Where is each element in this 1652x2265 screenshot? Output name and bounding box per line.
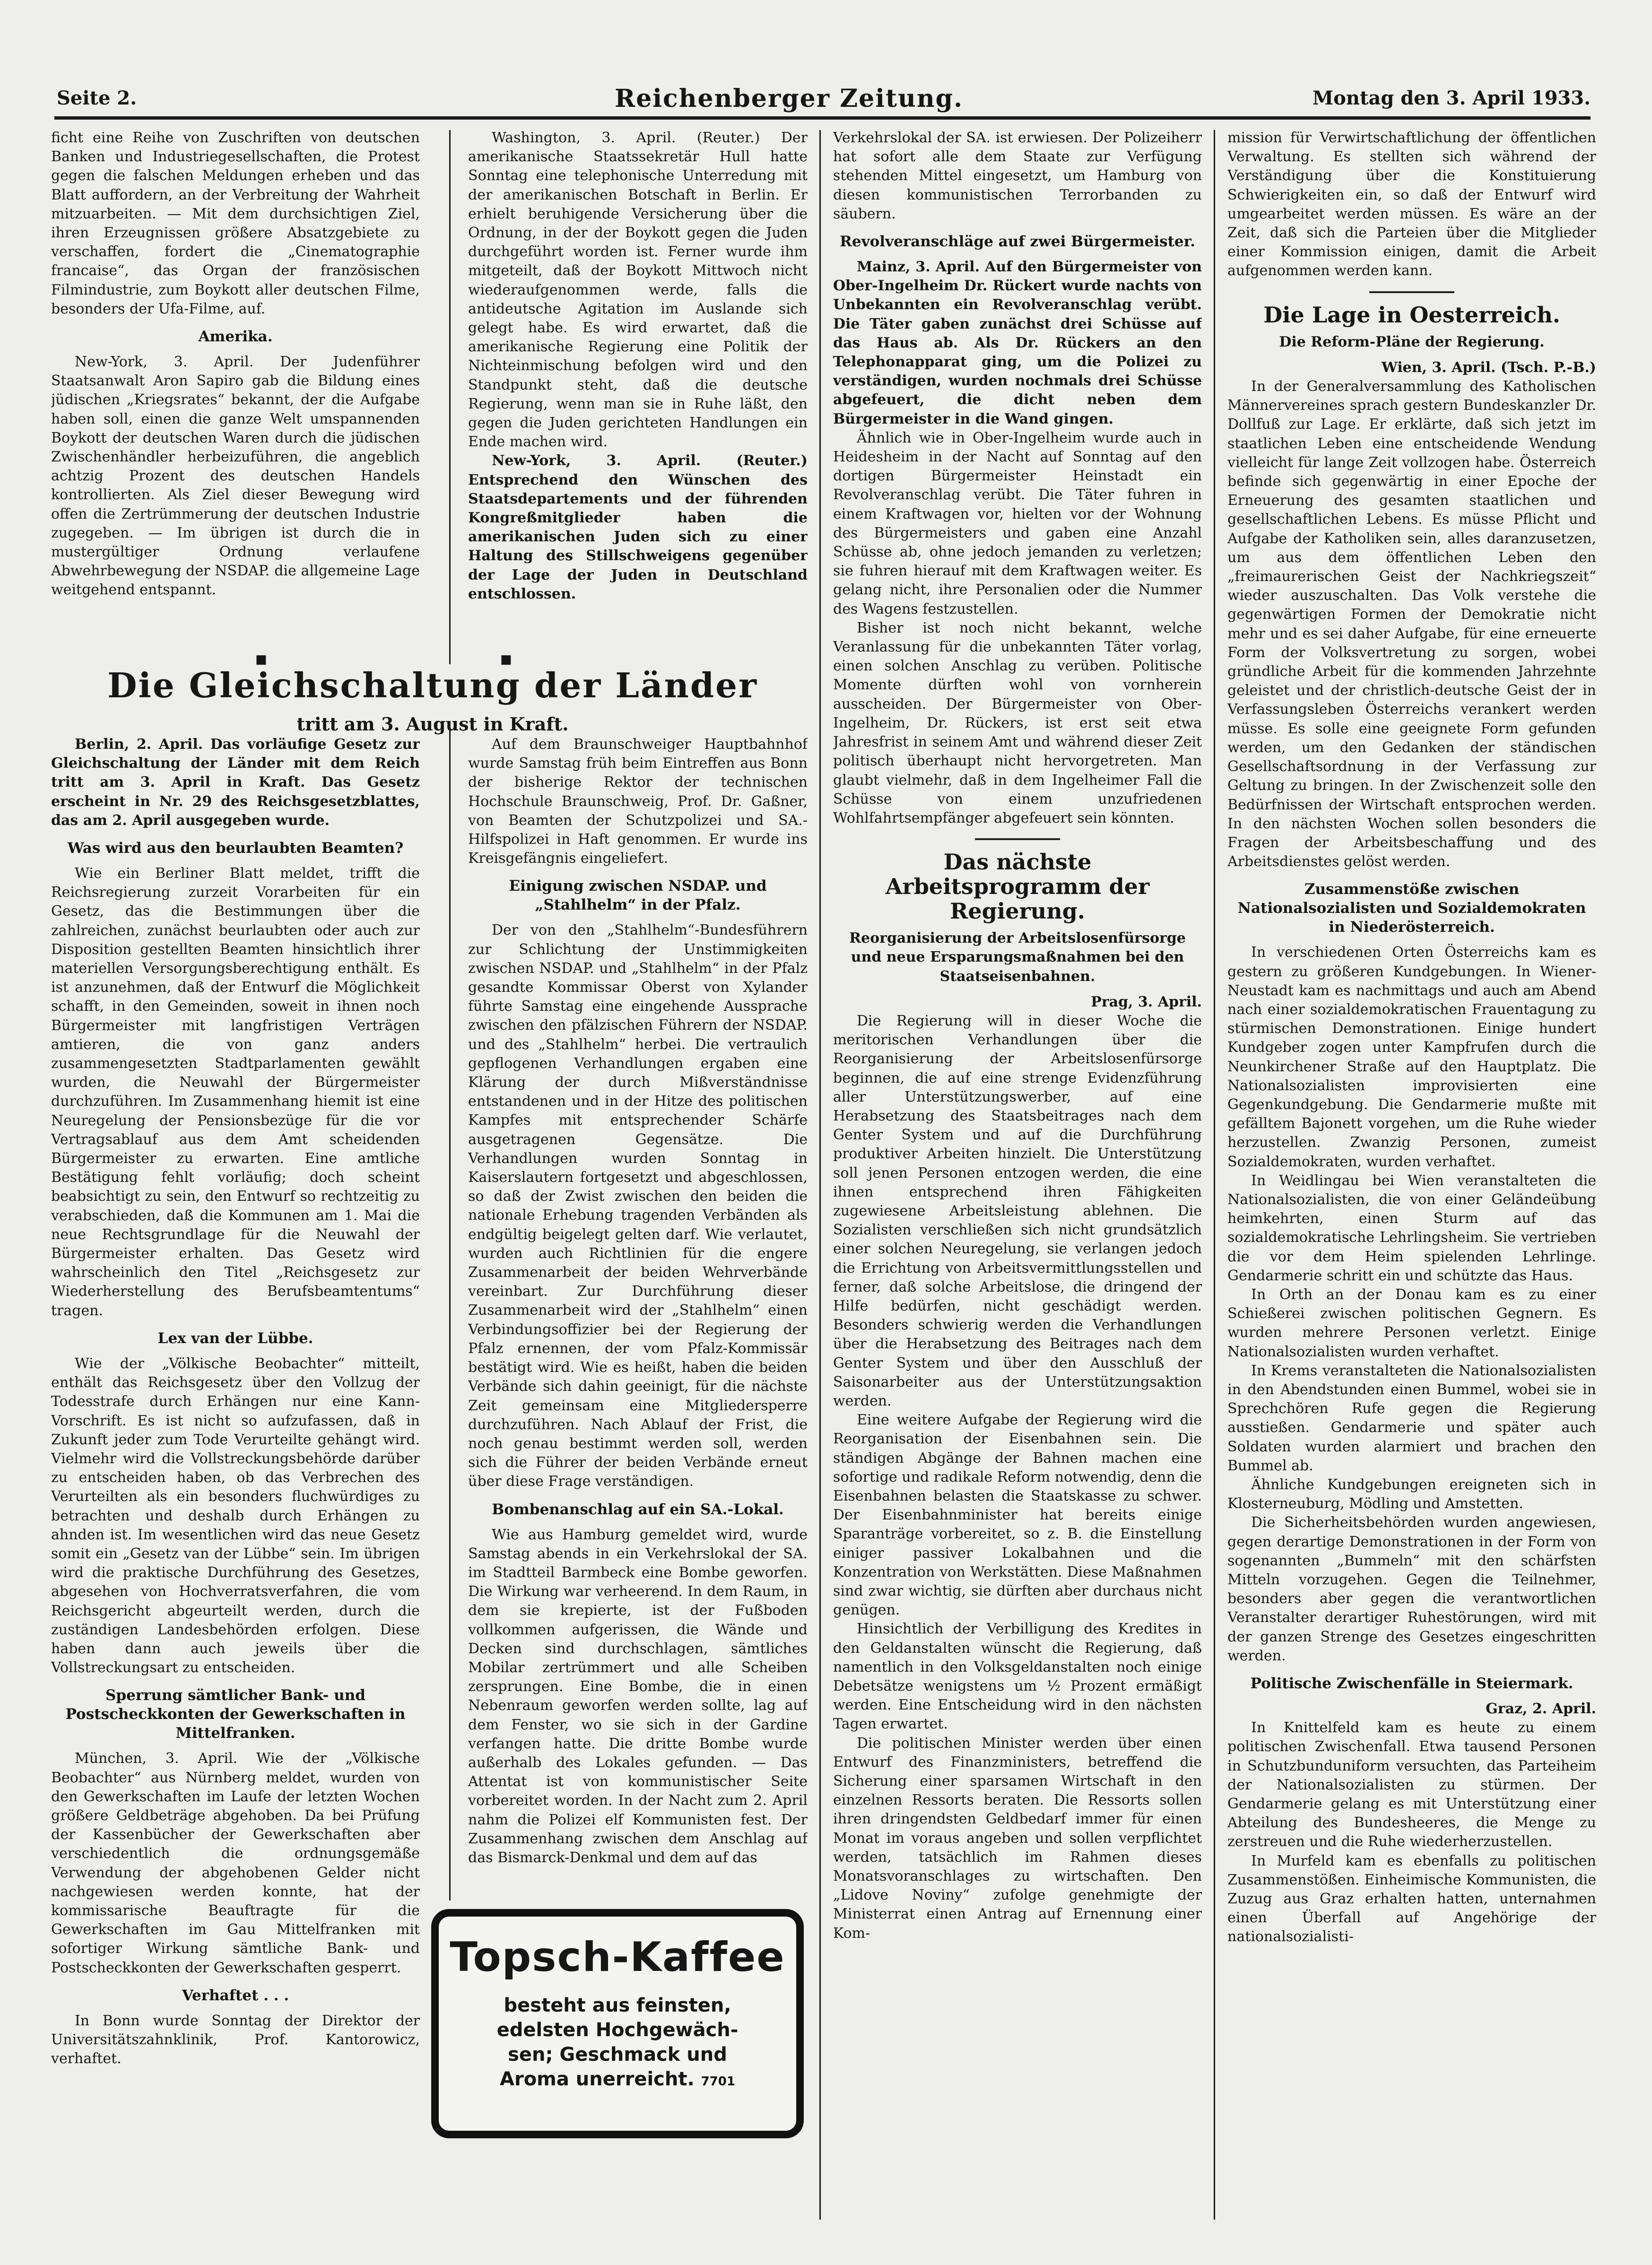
column-4 xyxy=(1227,129,1596,2223)
article-separator xyxy=(1369,291,1454,293)
article-paragraph: New-York, 3. April. (Reuter.) Entsprechend den Wünschen des Staatsdepartements und der führenden Kongreßmitglieder haben die amerikanischen Juden sich zu einer Haltung des Stillschweigens gegenüber der Lage der Juden in Deutschland entschlossen. xyxy=(468,452,808,602)
article-subheading: Die Reform-Pläne der Regierung. xyxy=(1279,333,1545,350)
article-paragraph: Washington, 3. April. (Reuter.) Der amerikanische Staatssekretär Hull hatte Sonntag eine telephonische Unterredung mit der amerikanischen Botschaft in Berlin. Er erhielt beruhigende Versicherung über die Ordnung, in der der Boykott gegen die Juden durchgeführt worden ist. Ferner wurde ihm mitgeteilt, daß der Boykott Mittwoch nicht wiederaufgenommen werde, falls die antideutsche Agitation im Auslande sich gelegt habe. Es wird erwartet, daß die amerikanische Regierung eine Politik der Nichteinmischung befolgen wird und den Standpunkt steht, daß die deutsche Regierung, wenn man sie in Ruhe läßt, den gegen die Juden gerichteten Handlungen ein Ende machen wird. xyxy=(468,130,808,451)
article-paragraph: ficht eine Reihe von Zuschriften von deutschen Banken und Industriegesellschaften, die Protest gegen die falschen Meldungen erheben und das Blatt auffordern, an der Verbreitung der Wahrheit mitzuarbeiten. — Mit dem durchsichtigen Ziel, ihren Erzeugnissen größere Absatzgebiete zu verschaffen, fordert die „Cinematographie francaise“, das Organ der französischen Filmindustrie, zum Boykott aller deutschen Filme, besonders der Ufa-Filme, auf. xyxy=(51,130,420,317)
dateline: Graz, 2. April. xyxy=(1486,1701,1596,1718)
main-headline xyxy=(47,664,818,736)
page-number: Seite 2. xyxy=(57,87,137,109)
section-heading: Sperrung sämtlicher Bank- und Postscheckkonten der Gewerkschaften in Mittelfranken. xyxy=(65,1687,406,1742)
dateline: Wien, 3. April. (Tsch. P.-B.) xyxy=(1382,359,1596,376)
ad-line xyxy=(439,2067,796,2094)
section-heading: Amerika. xyxy=(198,328,273,346)
column-rule xyxy=(819,130,821,2220)
section-heading: Lex van der Lübbe. xyxy=(157,1329,313,1347)
article-paragraph: mission für Verwirtschaftlichung der öffentlichen Verwaltung. Es stellten sich während der Verständigung über die Konstituierung Schwierigkeiten ein, so daß der Entwurf wird umgearbeitet werden müssen. Es wäre an der Zeit, daß sich die Parteien über die Mitglieder einer Kommission einigen, damit die Arbeit aufgenommen werden kann. xyxy=(1227,130,1596,279)
article-paragraph: Der von den „Stahlhelm“-Bundesführern zur Schlichtung der Unstimmigkeiten zwischen NSDAP. und „Stahlhelm“ in der Pfalz gesandte Kommissar Oberst von Xylander führte Samstag eine eingehende Aussprache zwischen den pfälzischen Führern der NSDAP. und des „Stahlhelm“ herbei. Die vertraulich gepflogenen Verhandlungen ergaben eine Klärung der durch Mißverständnisse entstandenen und in der Hitze des politischen Kampfes mit entsprechender Schärfe ausgetragenen Gegensätze. Die Verhandlungen wurden Sonntag in Kaiserslautern fortgesetzt und abgeschlossen, so daß der Zwist zwischen den beiden die nationale Erhebung tragenden Verbänden als endgültig beigelegt gelten darf. Wie verlautet, wurden auch Richtlinien für die engere Zusammenarbeit der beiden Wehrverbände vereinbart. Zur Durchführung dieser Zusammenarbeit wird der „Stahlhelm“ einen Verbindungsoffizier bei der Regierung der Pfalz ernennen, der vom Pfalz-Kommissär bestätigt wird. Wie es heißt, haben die beiden Verbände sich dahin geeinigt, für die nächste Zeit gemeinsam eine Mitgliedersperre durchzuführen. Nach Ablauf der Frist, die noch genau bestimmt werden soll, werden sich die Führer der beiden Verbände erneut über diese Frage verständigen. xyxy=(468,922,808,1490)
article-paragraph: Ähnliche Kundgebungen ereigneten sich in Klosterneuburg, Mödling und Amstetten. xyxy=(1227,1476,1596,1512)
section-heading: Politische Zwischenfälle in Steiermark. xyxy=(1250,1675,1574,1692)
ad-line-text: Aroma unerreicht. xyxy=(500,2068,695,2090)
column-2-main xyxy=(468,735,808,1893)
column-2-top xyxy=(468,129,808,651)
article-paragraph: Ähnlich wie in Ober-Ingelheim wurde auch in Heidesheim in der Nacht auf Sonntag auf den dortigen Bürgermeister Heinstadt ein Revolveranschlag verübt. Die Täter fuhren in einem Kraftwagen vor, hielten vor der Wohnung des Bürgermeisters und gaben eine Anzahl Schüsse ab, ohne jedoch jemanden zu verletzen; sie fuhren hierauf mit dem Kraftwagen weiter. Es gelang nicht, ihre Personalien oder die Nummer des Wagens festzustellen. xyxy=(833,429,1202,617)
section-heading: Zusammenstöße zwischen Nationalsozialisten und Sozialdemokraten in Niederösterreich. xyxy=(1237,881,1586,936)
article-paragraph: In Bonn wurde Sonntag der Direktor der Universitätszahnklinik, Prof. Kantorowicz, verhaftet. xyxy=(51,2012,420,2067)
article-separator xyxy=(975,838,1060,840)
article-paragraph: Wie aus Hamburg gemeldet wird, wurde Samstag abends in ein Verkehrslokal der SA. im Stadtteil Barmbeck eine Bombe geworfen. Die Wirkung war verheerend. In dem Raum, in dem sie krepierte, ist der Fußboden vollkommen aufgerissen, die Wände und Decken sind durchschlagen, sämtliches Mobilar zertrümmert und alle Scheiben zersprungen. Eine Bombe, die in einen Nebenraum geworfen werden sollte, lag auf dem Fenster, wo sie sich in der Gardine verfangen hatte. Die dritte Bombe wurde außerhalb des Lokales gefunden. — Das Attentat ist von kommunistischer Seite vorbereitet worden. In der Nacht zum 2. April nahm die Polizei elf Kommunisten fest. Der Zusammenhang zwischen dem Anschlag auf das Bismarck-Denkmal und dem auf das xyxy=(468,1526,808,1866)
article-paragraph: Die politischen Minister werden über einen Entwurf des Finanzministers, betreffend die Sicherung einer sparsamen Wirtschaft in den einzelnen Ressorts beraten. Die Ressorts sollen ihren dringendsten Geldbedarf immer für einen Monat im voraus angeben und sollen verpflichtet werden, tatsächlich im Rahmen dieses Monatsvoranschlages zu wirtschaften. Den „Lidove Noviny“ zufolge genehmigte der Ministerrat einen Antrag auf Ernennung einer Kom- xyxy=(833,1735,1202,1942)
masthead-title: Reichenberger Zeitung. xyxy=(615,84,964,113)
headline-title: Die Gleichschaltung der Länder xyxy=(107,665,758,705)
article-paragraph: Die Regierung will in dieser Woche die meritorischen Verhandlungen über die Reorganisierung der Arbeitslosenfürsorge beginnen, die auf eine strenge Evidenzführung aller Unterstützungswerber, auf eine Herabsetzung des Staatsbeitrages nach dem Genter System und auf die Durchführung produktiver Arbeiten hinzielt. Die Unterstützung soll jenen Personen entzogen werden, die eine ihnen entsprechend ihren Fähigkeiten zugewiesene Arbeitsleistung ablehnen. Die Sozialisten verschließen sich nicht grundsätzlich einer solchen Neuregelung, sie verlangen jedoch die Errichtung von Arbeitsvermittlungsstellen und ferner, daß solche Arbeitslose, die dringend der Hilfe bedürfen, nicht geschädigt werden. Besonders schwierig werden die Verhandlungen über die Herabsetzung des Beitrages nach dem Genter System und über den Ausschluß der Saisonarbeiter aus der Unterstützungsaktion werden. xyxy=(833,1012,1202,1409)
column-3 xyxy=(833,129,1202,2223)
ad-line: sen; Geschmack und xyxy=(508,2044,727,2065)
ad-brand: Topsch-Kaffee xyxy=(450,1934,785,1981)
article-paragraph: In Murfeld kam es ebenfalls zu politischen Zusammenstößen. Einheimische Kommunisten, die Zuzug aus Graz erhalten hatten, unternahmen einen Überfall auf Angehörige der nationalsozialisti- xyxy=(1227,1852,1596,1945)
section-heading: Was wird aus den beurlaubten Beamten? xyxy=(67,840,404,857)
article-paragraph: Auf dem Braunschweiger Hauptbahnhof wurde Samstag früh beim Eintreffen aus Bonn der bisherige Rektor der technischen Hochschule Braunschweig, Prof. Dr. Gaßner, von Beamten der Schutzpolizei und SA.-Hilfspolizei in Haft genommen. Er wurde ins Kreisgefängnis eingeliefert. xyxy=(468,736,808,867)
article-paragraph: Die Sicherheitsbehörden wurden angewiesen, gegen derartige Demonstrationen in der Form von sogenannten „Bummeln“ mit den schärfsten Mitteln vorzugehen. Gegen die Teilnehmer, besonders aber gegen die verantwortlichen Veranstalter derartiger Ruhestörungen, wird mit der ganzen Strenge des Gesetzes eingeschritten werden. xyxy=(1227,1514,1596,1664)
article-paragraph: New-York, 3. April. Der Judenführer Staatsanwalt Aron Sapiro gab die Bildung eines jüdischen „Kriegsrates“ bekannt, der die Aufgabe haben soll, einen die ganze Welt umspannenden Boykott der deutschen Waren durch die jüdischen Zwischenhändler herbeizuführen, die angeblich achtzig Prozent des deutschen Handels kontrollierten. Als Ziel dieser Bewegung wird offen die Zertrümmerung der deutschen Industrie zugegeben. — Im übrigen ist durch die in mustergültiger Ordnung verlaufene Abwehrbewegung der NSDAP. die allgemeine Lage weitgehend entspannt. xyxy=(51,354,420,599)
article-heading: Die Lage in Oesterreich. xyxy=(1263,302,1560,328)
section-heading: Revolveranschläge auf zwei Bürgermeister. xyxy=(840,233,1195,251)
column-1-main xyxy=(51,735,420,2224)
article-paragraph: In Krems veranstalteten die Nationalsozialisten in den Abendstunden einen Bummel, wobei sie in Sprechchören Rufe gegen die Regierung ausstießen. Gendarmerie und später auch Soldaten wurden alarmiert und brachen den Bummel ab. xyxy=(1227,1362,1596,1474)
column-rule xyxy=(449,130,451,664)
article-paragraph: München, 3. April. Wie der „Völkische Beobachter“ aus Nürnberg meldet, wurden von den Gewerkschaften im Laufe der letzten Wochen größere Geldbeträge abgehoben. Da bei Prüfung der Kassenbücher der Gewerkschaften aber verschiedentlich die ordnungsgemäße Verwendung der abgehobenen Gelder nicht nachgewiesen werden konnte, hat der kommissarische Beauftragte für die Gewerkschaften im Gau Mittelfranken mit sofortiger Wirkung sämtliche Bank- und Postscheckkonten der Gewerkschaften gesperrt. xyxy=(51,1750,420,1976)
article-paragraph: In Orth an der Donau kam es zu einer Schießerei zwischen politischen Gegnern. Es wurden mehrere Personen verletzt. Einige Nationalsozialisten wurden verhaftet. xyxy=(1227,1286,1596,1360)
section-heading: Verhaftet . . . xyxy=(182,1987,289,2004)
column-1-top xyxy=(51,129,420,651)
article-paragraph: Mainz, 3. April. Auf den Bürgermeister von Ober-Ingelheim Dr. Rückert wurde nachts von Unbekannten ein Revolveranschlag verübt. Die Täter gaben zunächst drei Schüsse auf das Haus ab. Als Dr. Rückers an den Telephonapparat ging, um die Polizei zu verständigen, wurden nochmals drei Schüsse abgefeuert, die dicht neben dem Bürgermeister in die Wand gingen. xyxy=(833,259,1202,427)
article-paragraph: In verschiedenen Orten Österreichs kam es gestern zu größeren Kundgebungen. In Wiener-Neustadt kam es nachmittags und auch am Abend nach einer sozialdemokratischen Frauentagung zu stürmischen Demonstrationen. Einige hundert Kundgeber zogen unter Kampfrufen durch die Neunkirchener Straße auf den Hauptplatz. Die Nationalsozialisten improvisierten eine Gegenkundgebung. Die Gendarmerie mußte mit gefälltem Bajonett vorgehen, um die Ruhe wieder herzustellen. Zwanzig Personen, zumeist Sozialdemokraten, wurden verhaftet. xyxy=(1227,944,1596,1170)
section-heading: Einigung zwischen NSDAP. und „Stahlhelm“ in der Pfalz. xyxy=(509,877,767,914)
separator-dot: ■ xyxy=(500,652,512,667)
ad-line: besteht aus feinsten, xyxy=(504,1995,731,2016)
section-heading: Bombenanschlag auf ein SA.-Lokal. xyxy=(492,1501,784,1518)
column-rule xyxy=(1214,130,1215,2220)
headline-subtitle: tritt am 3. August in Kraft. xyxy=(296,713,569,735)
article-paragraph: In Weidlingau bei Wien veranstalteten die Nationalsozialisten, die von einer Geländeübung heimkehrten, einen Sturm auf das sozialdemokratische Lehrlingsheim. Sie vertrieben die vor dem Heim spielenden Lehrlinge. Gendarmerie schritt ein und schützte das Haus. xyxy=(1227,1172,1596,1284)
article-paragraph: In der Generalversammlung des Katholischen Männervereines sprach gestern Bundeskanzler Dr. Dollfuß zur Lage. Er erklärte, daß sich jetzt im staatlichen Leben eine entscheidende Wendung vielleicht für lange Zeit vollzogen habe. Österreich befinde sich gegenwärtig in einer Epoche der Erneuerung des gesamten staatlichen und gesellschaftlichen Lebens. Es müsse Pflicht und Aufgabe der Katholiken sein, alles daranzusetzen, um aus dem öffentlichen Leben den „freimaurerischen Geist der Nachkriegszeit“ wieder auszuschalten. Das Volk verstehe die gegenwärtigen Formen der Demokratie nicht mehr und es sei daher Aufgabe, für eine erneuerte Form der Volksvertretung zu sorgen, wobei gründliche Arbeit für die kommenden Jahrzehnte geleistet und der christlich-deutsche Geist der in Verfassungsleben Österreichs verankert werden müsse. Es solle eine geeignete Form gefunden werden, um den Gedanken der ständischen Gesellschaftsordnung in der Verfassung zur Geltung zu bringen. In der Zwischenzeit solle den Bedürfnissen der Wirtschaft entsprochen werden. In den nächsten Wochen sollen besonders die Fragen der Arbeitsbeschaffung und des Arbeitsdienstes gelöst werden. xyxy=(1227,378,1596,870)
ad-number: 7701 xyxy=(701,2074,735,2089)
column-rule xyxy=(449,728,451,1901)
article-paragraph: In Knittelfeld kam es heute zu einem politischen Zwischenfall. Etwa tausend Personen in Schutzbunduniform versuchten, das Parteiheim der Nationalsozialisten zu stürmen. Der Gendarmerie gelang es mit Unterstützung einer Abteilung des Bundesheeres, die Menge zu zerstreuen und die Ruhe wiederherzustellen. xyxy=(1227,1719,1596,1850)
article-subheading: Reorganisierung der Arbeitslosenfürsorge und neue Ersparungsmaßnahmen bei den Staatseisenbahnen. xyxy=(849,930,1186,985)
article-paragraph: Wie der „Völkische Beobachter“ mitteilt, enthält das Reichsgesetz über den Vollzug der Todesstrafe durch Erhängen nur eine Kann-Vorschrift. Es ist nicht so aufzufassen, daß in Zukunft jeder zum Tode Verurteilte gehängt wird. Vielmehr wird die Vollstreckungsbehörde darüber zu entscheiden haben, ob das Verbrechen des Verurteilten als ein besonders fluchwürdiges zu betrachten und deshalb durch Erhängen zu ahnden ist. Im wesentlichen wird das neue Gesetz somit ein „Gesetz van der Lübbe“ sein. Im übrigen wird die praktische Durchführung des Gesetzes, abgesehen von Hochverratsverfahren, die vom Reichsgericht abgeurteilt werden, durch die zuständigen Landesbehörden erfolgen. Diese haben dann auch jeweils über die Vollstreckungsart zu entscheiden. xyxy=(51,1355,420,1676)
advertisement-box xyxy=(431,1909,804,2138)
article-intro: Berlin, 2. April. Das vorläufige Gesetz zur Gleichschaltung der Länder mit dem Reich tritt am 3. April in Kraft. Das Gesetz erscheint in Nr. 29 des Reichsgesetzblattes, das am 2. April ausgegeben wurde. xyxy=(51,736,420,829)
ad-copy xyxy=(439,1993,796,2094)
article-paragraph: Wie ein Berliner Blatt meldet, trifft die Reichsregierung zurzeit Vorarbeiten für ein Gesetz, das die Bestimmungen über die zahlreichen, zunächst beurlaubten oder auch zur Disposition gestellten Beamten hinsichtlich ihrer materiellen Versorgungsberechtigung enthält. Es ist anzunehmen, daß der Entwurf die Möglichkeit schafft, in den Gemeinden, soweit in ihnen noch Bürgermeister mit langfristigen Verträgen amtieren, die von ganz anders zusammengesetzten Stadtparlamenten gewählt wurden, die Neuwahl der Bürgermeister durchzuführen. Im Zusammenhang hiemit ist eine Neuregelung der Pensionsbezüge für die vor Vertragsablauf aus dem Amt scheidenden Bürgermeister zu erwarten. Eine amtliche Bestätigung fehlt vorläufig; doch scheint beabsichtigt zu sein, den Entwurf so rechtzeitig zu verabschieden, daß die Kommunen am 1. Mai die neue Rechtsgrundlage für die Neuwahl der Bürgermeister erhalten. Das Gesetz wird wahrscheinlich den Titel „Reichsgesetz zur Wiederherstellung des Berufsbeamtentums“ tragen. xyxy=(51,865,420,1319)
separator-dot: ■ xyxy=(255,652,267,667)
ad-line: edelsten Hochgewäch- xyxy=(496,2019,739,2041)
issue-date: Montag den 3. April 1933. xyxy=(1312,87,1591,109)
article-paragraph: Eine weitere Aufgabe der Regierung wird die Reorganisation der Eisenbahnen sein. Die ständigen Abgänge der Bahnen machen eine sofortige und radikale Reform notwendig, denn die Eisenbahnen belasten die Staatskasse zu schwer. Der Eisenbahnminister hat bereits einige Sparanträge vorbereitet, so z. B. die Einstellung einiger passiver Lokalbahnen und die Konzentration von Werkstätten. Diese Maßnahmen sind zwar wichtig, sie dürften aber durchaus nicht genügen. xyxy=(833,1412,1202,1619)
article-paragraph: Hinsichtlich der Verbilligung des Kredites in den Geldanstalten wünscht die Regierung, daß namentlich in den Volksgeldanstalten noch einige Debetsätze wenigstens um ½ Prozent ermäßigt werden. Eine Entscheidung wird in den nächsten Tagen erwartet. xyxy=(833,1621,1202,1733)
header-rule xyxy=(54,116,1591,120)
article-paragraph: Verkehrslokal der SA. ist erwiesen. Der Polizeiherr hat sofort alle dem Staate zur Verfügung stehenden Mittel eingesetzt, um Hamburg von diesen kommunistischen Terrorbanden zu säubern. xyxy=(833,130,1202,222)
article-paragraph: Bisher ist noch nicht bekannt, welche Veranlassung für die unbekannten Täter vorlag, einen solchen Anschlag zu verüben. Politische Momente dürften wohl von vornherein ausscheiden. Der Bürgermeister von Ober-Ingelheim, Dr. Rückers, ist erst seit etwa Jahresfrist in seinem Amt und während dieser Zeit politisch überhaupt nicht hervorgetreten. Man glaubt vielmehr, daß in dem Ingelheimer Fall die Schüsse von einem unzufriedenen Wohlfahrtsempfänger abgefeuert sein könnten. xyxy=(833,619,1202,826)
article-heading: Das nächste Arbeitsprogramm der Regierung. xyxy=(885,849,1150,924)
dateline: Prag, 3. April. xyxy=(1091,993,1202,1010)
